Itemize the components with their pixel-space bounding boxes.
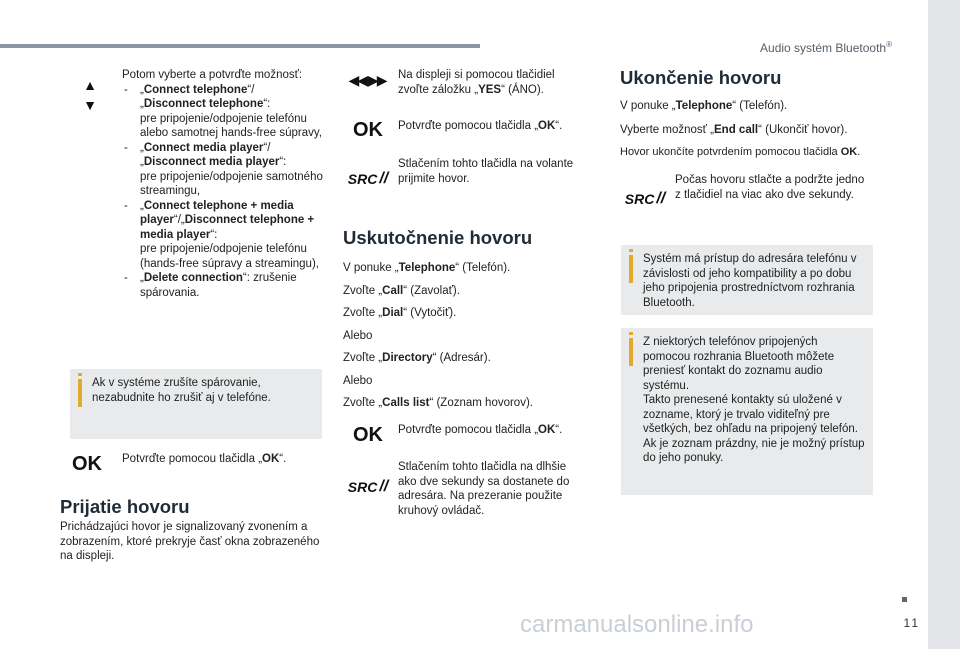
ok-button-icon: OK: [353, 118, 383, 141]
info-note: Ak v systéme zrušíte spárovanie, nezabudnite ho zrušiť aj v telefóne.: [70, 369, 322, 439]
up-down-arrows-icon: ▲ ▼: [83, 77, 97, 113]
info-icon: [629, 338, 633, 366]
option-item: - „Delete connection“: zrušenie spárovania.: [122, 271, 327, 300]
info-note: Systém má prístup do adresára telefónu v závislosti od jeho kompatibility a po dobu jeho pripojenia prostredníctvom rozhrania Bluetooth.: [621, 245, 873, 315]
option-item: - „Connect telephone + media player“/„Disconnect telephone + media player“: pre pripojenie/odpojenie telefónu (hands-free súpravy a streamingu),: [122, 199, 327, 272]
tab-instruction: Na displeji si pomocou tlačidiel zvoľte záložku „YES“ (ÁNO).: [398, 69, 555, 96]
step-line: Alebo: [343, 374, 373, 387]
info-icon: [78, 379, 82, 407]
src-instruction: Počas hovoru stlačte a podržte jedno z tlačidiel na viac ako dve sekundy.: [675, 174, 865, 201]
step-line: Zvoľte „Directory“ (Adresár).: [343, 352, 491, 364]
watermark: carmanualsonline.info: [520, 611, 754, 638]
page-number: 11: [903, 616, 920, 630]
step-line: Zvoľte „Calls list“ (Zoznam hovorov).: [343, 397, 533, 409]
info-note: Z niektorých telefónov pripojených pomocou rozhrania Bluetooth môžete preniesť kontakt do zoznamu audio systému. Takto prenesené kontakty sú uložené v zozname, ktorý je trvalo viditeľný pre všetkých, bez ohľadu na pripojený telefón. Ak je zoznam prázdny, nie je možný prístup do jeho ponuky.: [621, 328, 873, 495]
steering-src-button-icon: SRC //: [624, 189, 666, 207]
src-instruction: Stlačením tohto tlačidla na volante prijmite hovor.: [398, 158, 574, 185]
continuation-marker: [902, 597, 907, 602]
ok-instruction: Potvrďte pomocou tlačidla „OK“.: [398, 424, 563, 436]
option-item: - „Connect media player“/ „Disconnect media player“: pre pripojenie/odpojenie samotného streamingu,: [122, 141, 327, 199]
step-line: Alebo: [343, 329, 373, 342]
end-call-line: V ponuke „Telephone“ (Telefón).: [620, 100, 788, 112]
ok-instruction: Potvrďte pomocou tlačidla „OK“.: [398, 120, 563, 132]
steering-src-button-icon: SRC //: [347, 169, 389, 187]
left-right-arrows-icon: ◀◀ ▶▶: [348, 71, 386, 88]
page-margin-band: [928, 0, 960, 649]
page-header: Audio systém Bluetooth®: [760, 40, 892, 55]
src-instruction: Stlačením tohto tlačidla na dlhšie ako dve sekundy sa dostanete do adresára. Na prezeranie použite kruhový ovládač.: [398, 461, 570, 517]
step-line: V ponuke „Telephone“ (Telefón).: [343, 262, 511, 274]
steering-src-button-icon: SRC //: [347, 477, 389, 495]
info-icon: [629, 255, 633, 283]
option-item: - „Connect telephone“/ „Disconnect telephone“: pre pripojenie/odpojenie telefónu alebo samotnej hands-free súpravy,: [122, 83, 327, 141]
call-steps: [343, 261, 583, 411]
end-call-line: Vyberte možnosť „End call“ (Ukončiť hovor).: [620, 124, 848, 136]
ok-instruction: Potvrďte pomocou tlačidla „OK“.: [122, 453, 287, 465]
ok-button-icon: OK: [72, 452, 102, 475]
section-heading: Prijatie hovoru: [60, 496, 190, 517]
step-line: Zvoľte „Call“ (Zavolať).: [343, 284, 460, 297]
section-heading: Uskutočnenie hovoru: [343, 227, 533, 248]
section-heading: Ukončenie hovoru: [620, 67, 782, 88]
paragraph: Prichádzajúci hovor je signalizovaný zvonením a zobrazením, ktoré prekryje časť okna zobrazeného na displeji.: [60, 521, 320, 562]
top-rule: [0, 44, 480, 48]
ok-button-icon: OK: [353, 423, 383, 446]
connection-options: Potom vyberte a potvrďte možnosť: - „Connect telephone“/ „Disconnect telephone“: pre pripojenie/odpojenie telefónu alebo samotnej hands-free súpravy, - „Connect media player“/ „Disconnect media player“: pre pripojenie/odpojenie samotného streamingu, - „Connect telephone + media player“/„Disconnect telephone + media player“: pre pripojenie/odpojenie telefónu (hands-free súpravy a streamingu), - „Delete connection“: zrušenie spárovania.: [122, 68, 327, 300]
step-line: Zvoľte „Dial“ (Vytočiť).: [343, 307, 457, 319]
end-call-line: Hovor ukončíte potvrdením pomocou tlačidla OK.: [620, 146, 861, 158]
